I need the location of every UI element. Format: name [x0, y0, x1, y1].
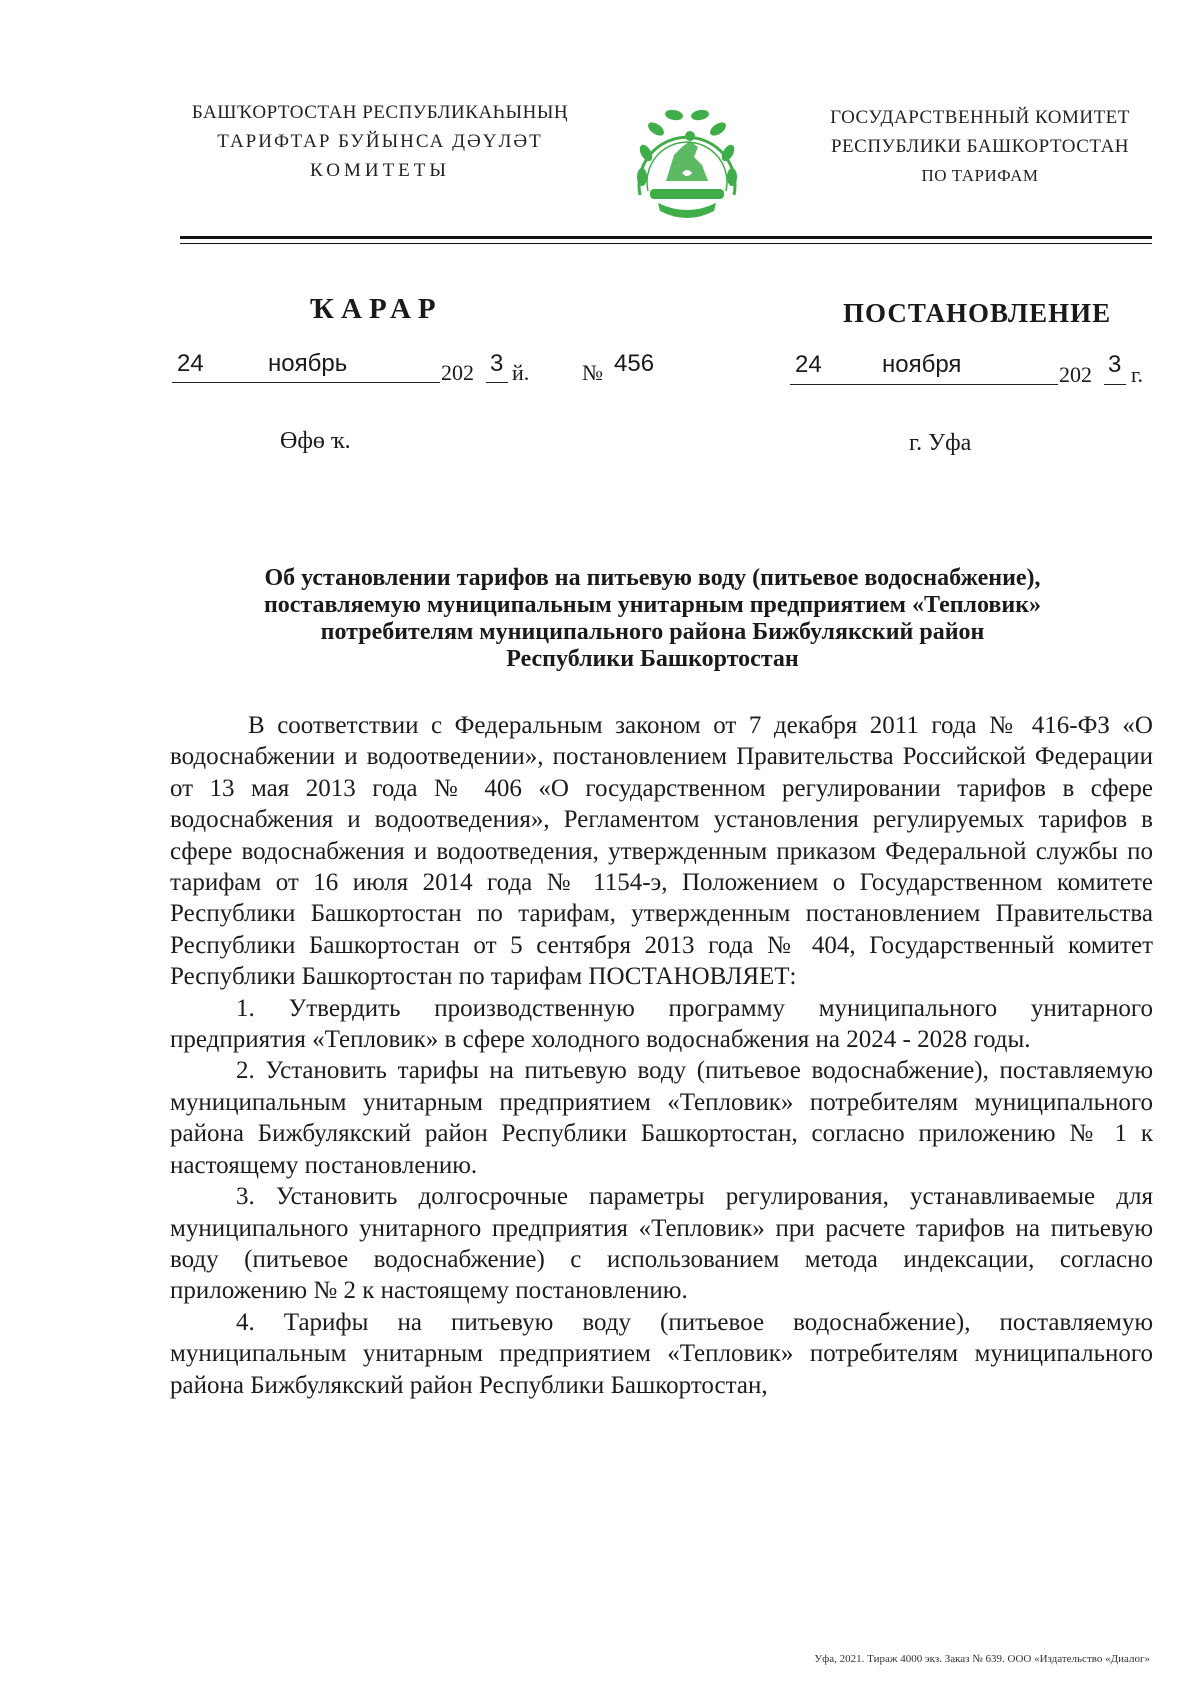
- body-item-1: 1. Утвердить производственную программу муниципального унитарного предприятия «Тепловик» в сфере холодного водоснабжения на 2024 - 2028 годы.: [170, 994, 1153, 1054]
- body-item-3: 3. Установить долгосрочные параметры регулирования, устанавливаемые для муниципального унитарного предприятия «Тепловик» при расчете тарифов на питьевую воду (питьевое водоснабжение) с использованием метода индексации, согласно приложению № 2 к настоящему постановлению.: [170, 1183, 1153, 1305]
- right-date-year-digit: 3: [1108, 351, 1122, 378]
- right-date-month: ноября: [882, 351, 962, 378]
- document-body: [170, 710, 1153, 1401]
- print-footer: Уфа, 2021. Тираж 4000 экз. Заказ № 639. ООО «Издательство «Диалог»: [814, 1653, 1150, 1665]
- header-rule-thin: [180, 243, 1152, 244]
- body-item-2: 2. Установить тарифы на питьевую воду (питьевое водоснабжение), поставляемую муниципальным унитарным предприятием «Тепловик» потребителям муниципального района Бижбулякский район Республики Башкортостан, согласно приложению № 1 к настоящему постановлению.: [170, 1057, 1153, 1179]
- city-bashkir: Өфө ҡ.: [280, 428, 351, 454]
- city-russian: г. Уфа: [909, 430, 972, 456]
- left-year-underline: [486, 382, 508, 383]
- letterhead-right: [795, 103, 1165, 190]
- right-year-underline: [1104, 384, 1126, 385]
- letterhead-right-line: ПО ТАРИФАМ: [921, 166, 1039, 185]
- letterhead-left-line: БАШҠОРТОСТАН РЕСПУБЛИКАҺЫНЫҢ: [191, 102, 569, 123]
- title-line: Об установлении тарифов на питьевую воду (питьевое водоснабжение),: [264, 565, 1041, 591]
- bashkortostan-coat-of-arms-icon: [628, 103, 746, 231]
- letterhead-left-line: ТАРИФТАР БУЙЫНСА ДӘҮЛӘТ: [217, 131, 543, 152]
- header-rule-thick: [180, 236, 1152, 239]
- left-date-year-digit: 3: [490, 350, 504, 377]
- letterhead-left: [170, 98, 590, 185]
- decree-title-russian: ПОСТАНОВЛЕНИЕ: [843, 298, 1112, 328]
- left-date-year-prefix: 202: [441, 360, 474, 385]
- left-date-month: ноябрь: [268, 350, 348, 377]
- right-date-year-suffix: г.: [1131, 362, 1144, 387]
- left-date-underline: [172, 382, 440, 383]
- right-date-underline: [790, 384, 1058, 385]
- left-date-day: 24: [177, 350, 204, 377]
- letterhead-right-line: ГОСУДАРСТВЕННЫЙ КОМИТЕТ: [830, 107, 1130, 128]
- letterhead-left-line: КОМИТЕТЫ: [310, 160, 450, 181]
- letterhead-right-line: РЕСПУБЛИКИ БАШКОРТОСТАН: [830, 136, 1130, 157]
- decree-title-bashkir: ҠАРАР: [310, 293, 443, 325]
- title-line: Республики Башкортостан: [506, 646, 799, 672]
- right-date-year-prefix: 202: [1059, 362, 1092, 387]
- title-line: поставляемую муниципальным унитарным предприятием «Тепловик»: [263, 592, 1042, 618]
- body-item-4: 4. Тарифы на питьевую воду (питьевое водоснабжение), поставляемую муниципальным унитарным предприятием «Тепловик» потребителям муниципального района Бижбулякский район Республики Башкортостан,: [170, 1308, 1153, 1399]
- decree-number: 456: [614, 350, 655, 377]
- title-line: потребителям муниципального района Бижбулякский район: [320, 619, 985, 645]
- decree-number-label: №: [582, 360, 603, 385]
- right-date-day: 24: [795, 351, 822, 378]
- body-intro-paragraph: В соответствии с Федеральным законом от 7 декабря 2011 года № 416-ФЗ «О водоснабжении и водоотведении», постановлением Правительства Российской Федерации от 13 мая 2013 года № 406 «О государственном регулировании тарифов в сфере водоснабжения и водоотведения», Регламентом установления регулируемых тарифов в сфере водоснабжения и водоотведения, утвержденным приказом Федеральной службы по тарифам от 16 июля 2014 года № 1154-э, Положением о Государственном комитете Республики Башкортостан по тарифам, утвержденным постановлением Правительства Республики Башкортостан от 5 сентября 2013 года № 404, Государственный комитет Республики Башкортостан по тарифам ПОСТАНОВЛЯЕТ:: [170, 712, 1153, 991]
- left-date-year-suffix: й.: [512, 360, 530, 385]
- document-title: [170, 565, 1135, 673]
